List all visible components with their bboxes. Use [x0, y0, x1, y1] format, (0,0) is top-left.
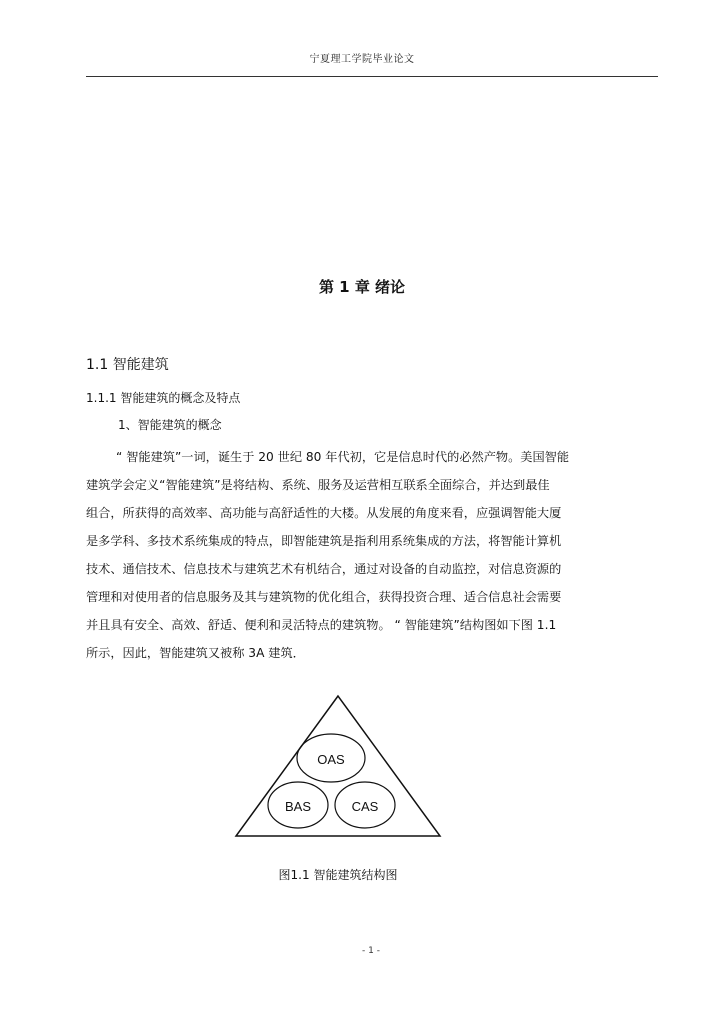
paragraph-line: 并且具有安全、高效、舒适、便利和灵活特点的建筑物。 “ 智能建筑”结构图如下图 1.1 — [86, 618, 557, 632]
body-paragraph — [86, 443, 658, 667]
paragraph-line: 所示，因此，智能建筑又被称 3A 建筑． — [86, 646, 305, 660]
paragraph-line: 建筑学会定义“智能建筑”是将结构、系统、服务及运营相互联系全面综合，并达到最佳 — [86, 478, 550, 492]
chapter-title: 第 1 章 绪论 — [318, 278, 406, 296]
page-number: - 1 - — [362, 946, 380, 956]
running-header: 宁夏理工学院毕业论文 — [309, 54, 415, 65]
paragraph-line: “ 智能建筑”一词，诞生于 20 世纪 80 年代初，它是信息时代的必然产物。美国智能 — [116, 450, 570, 464]
structure-diagram — [232, 692, 444, 840]
item-heading: 1、智能建筑的概念 — [118, 418, 222, 432]
oas-label: OAS — [317, 752, 345, 767]
header-rule — [86, 76, 658, 77]
paragraph-line: 技术、通信技术、信息技术与建筑艺术有机结合，通过对设备的自动监控，对信息资源的 — [86, 562, 562, 576]
paragraph-line: 组合，所获得的高效率、高功能与高舒适性的大楼。从发展的角度来看，应强调智能大厦 — [86, 506, 562, 520]
section-heading: 1.1 智能建筑 — [86, 357, 169, 373]
figure-caption: 图1.1 智能建筑结构图 — [278, 868, 398, 882]
cas-label: CAS — [351, 799, 379, 814]
subsection-heading: 1.1.1 智能建筑的概念及特点 — [86, 391, 241, 405]
paragraph-line: 管理和对使用者的信息服务及其与建筑物的优化组合，获得投资合理、适合信息社会需要 — [86, 590, 562, 604]
paragraph-line: 是多学科、多技术系统集成的特点，即智能建筑是指利用系统集成的方法，将智能计算机 — [86, 534, 562, 548]
bas-label: BAS — [284, 799, 312, 814]
